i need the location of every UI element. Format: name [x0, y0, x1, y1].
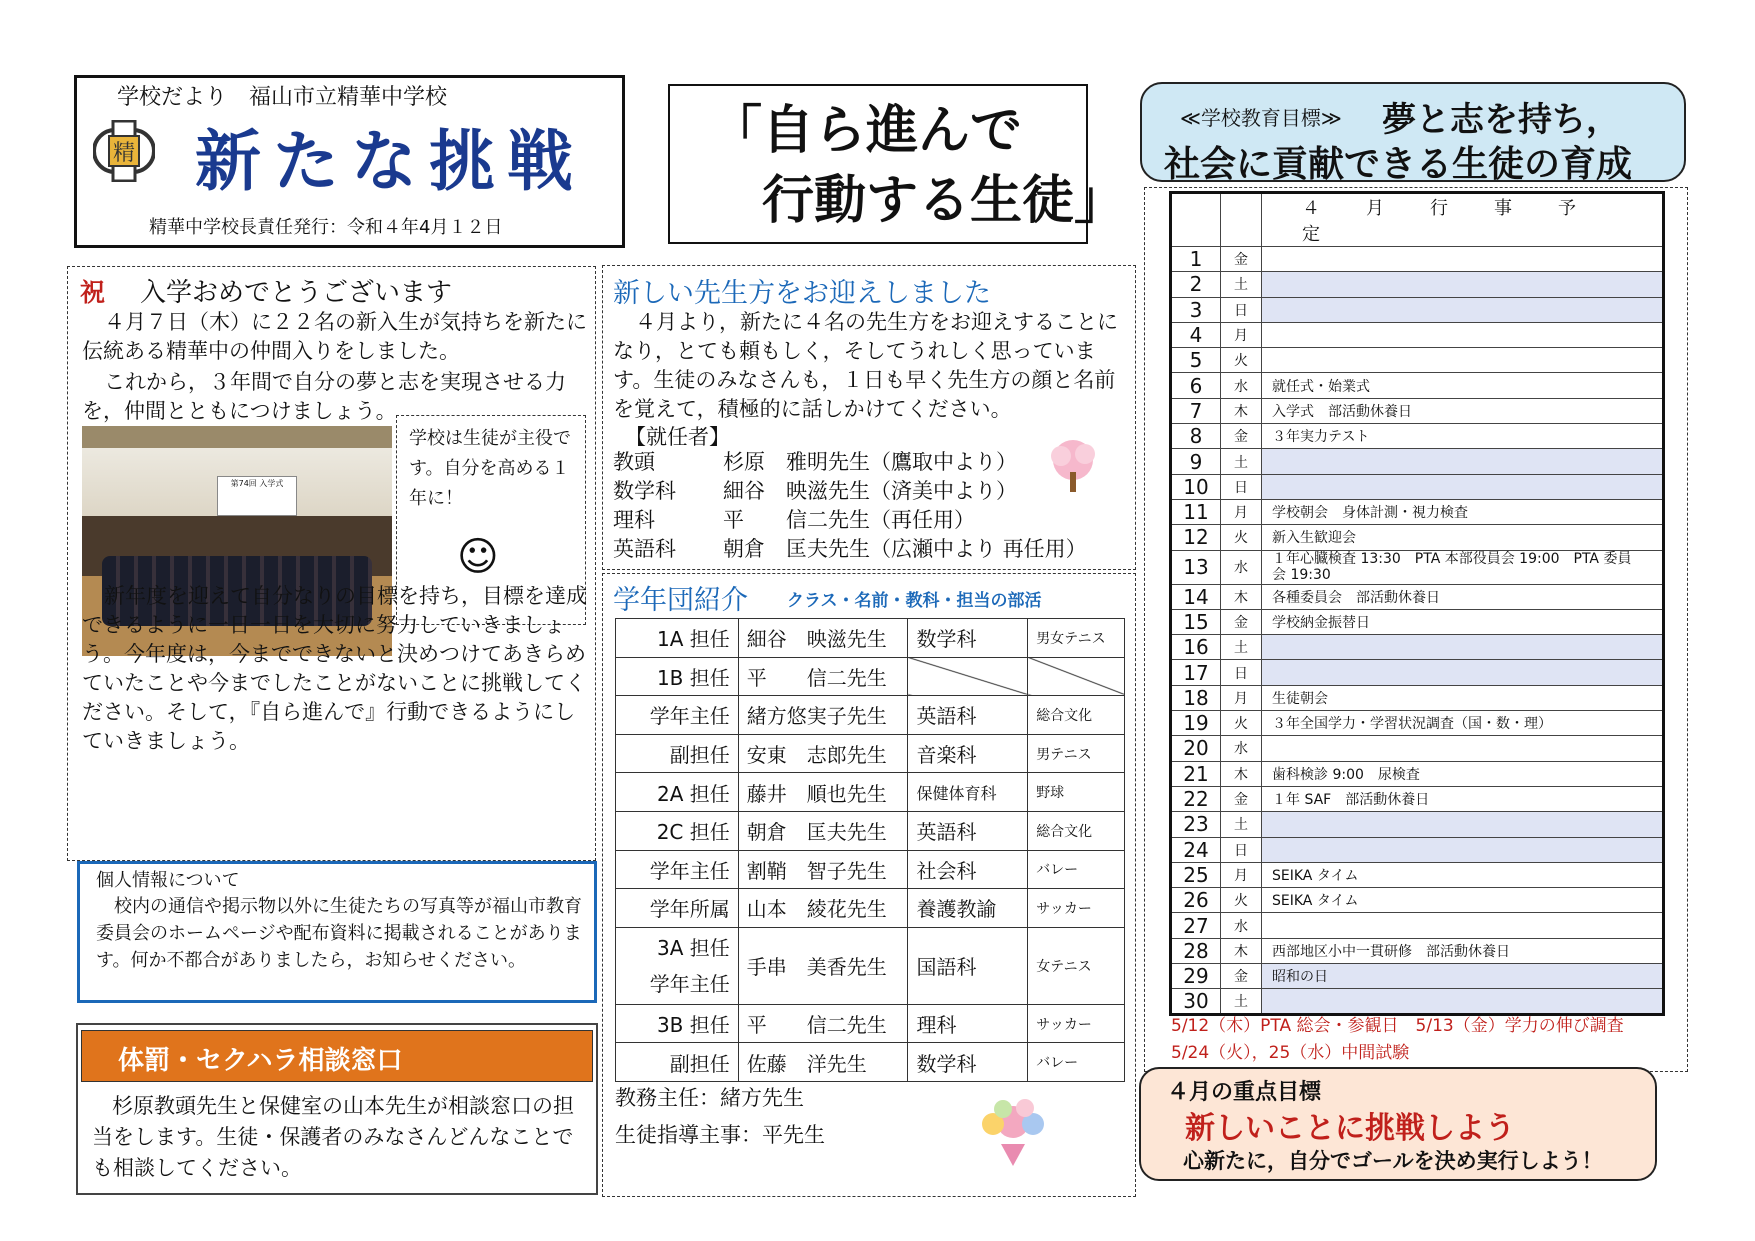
table-row: 学年所属 山本 綾花先生 養護教諭 サッカー — [616, 889, 1125, 928]
calendar-event — [1262, 913, 1664, 938]
slogan-text: 「自ら進んで 行動する生徒」 — [710, 101, 1127, 231]
calendar-event: 入学式 部活動休養日 — [1262, 398, 1664, 423]
slogan-box — [668, 84, 1127, 244]
calendar-date: 26 — [1171, 888, 1221, 913]
welcome-paragraph-2: これから，３年間で自分の夢と志を実現させる力を，仲間とともにつけましょう。 — [82, 370, 566, 423]
calendar-date: 17 — [1171, 660, 1221, 685]
calendar-date: 29 — [1171, 964, 1221, 989]
table-row: 3B 担任 平 信二先生 理科 サッカー — [616, 1004, 1125, 1043]
calendar-event: 学校納金振替日 — [1262, 609, 1664, 634]
school-logo-icon — [93, 120, 155, 182]
calendar-weekday: 火 — [1221, 348, 1262, 373]
calendar-date: 21 — [1171, 761, 1221, 786]
calendar-event — [1262, 660, 1664, 685]
calendar-row — [1171, 888, 1664, 913]
calendar-row — [1171, 474, 1664, 499]
calendar-row — [1171, 348, 1664, 373]
calendar-weekday: 火 — [1221, 711, 1262, 736]
calendar-date: 1 — [1171, 247, 1221, 272]
focus-main: 新しいことに挑戦しよう — [1185, 1111, 1515, 1146]
table-row: 1B 担任 平 信二先生 — [616, 657, 1125, 696]
calendar-weekday: 土 — [1221, 449, 1262, 474]
calendar-event: 西部地区小中一貫研修 部活動休養日 — [1262, 938, 1664, 963]
privacy-notice — [77, 861, 597, 1003]
calendar-weekday: 土 — [1221, 635, 1262, 660]
student-guidance-chief: 生徒指導主事：平先生 — [615, 1123, 825, 1147]
calendar-row — [1171, 322, 1664, 347]
calendar-weekday: 金 — [1221, 424, 1262, 449]
calendar-date: 24 — [1171, 837, 1221, 862]
april-calendar-section — [1144, 187, 1688, 1072]
grade-staff-table — [615, 618, 1125, 1082]
calendar-header-row — [1171, 193, 1664, 247]
welcome-section — [67, 266, 596, 861]
privacy-body: 校内の通信や掲示物以外に生徒たちの写真等が福山市教育委員会のホームページや配布資料に掲載されることがあります。何か不都合がありましたら，お知らせください。 — [96, 896, 582, 971]
celebration-mark: 祝 — [80, 278, 106, 307]
calendar-event — [1262, 635, 1664, 660]
calendar-date: 13 — [1171, 550, 1221, 584]
calendar-event — [1262, 837, 1664, 862]
calendar-row — [1171, 297, 1664, 322]
calendar-event: ３年全国学力・学習状況調査（国・数・理） — [1262, 711, 1664, 736]
calendar-row — [1171, 550, 1664, 584]
consultation-section — [76, 1023, 598, 1195]
goal-label: ≪学校教育目標≫ — [1180, 106, 1342, 130]
logo-char: 精 — [112, 141, 136, 166]
cheering-character-icon: ☺ — [457, 534, 499, 580]
calendar-date: 27 — [1171, 913, 1221, 938]
calendar-weekday: 日 — [1221, 660, 1262, 685]
calendar-row — [1171, 525, 1664, 550]
new-teachers-subheading: 【就任者】 — [625, 425, 730, 449]
calendar-weekday: 日 — [1221, 837, 1262, 862]
calendar-event — [1262, 449, 1664, 474]
calendar-date: 23 — [1171, 812, 1221, 837]
calendar-event — [1262, 812, 1664, 837]
table-row: 副担任 佐藤 洋先生 数学科 バレー — [616, 1043, 1125, 1082]
calendar-date: 15 — [1171, 609, 1221, 634]
calendar-weekday: 月 — [1221, 322, 1262, 347]
list-item — [613, 535, 1133, 564]
table-row: 学年主任 緒方悠実子先生 英語科 総合文化 — [616, 696, 1125, 735]
calendar-date: 10 — [1171, 474, 1221, 499]
teacher-role: 英語科 — [613, 537, 676, 561]
calendar-row — [1171, 609, 1664, 634]
table-row: 2C 担任 朝倉 匡夫先生 英語科 総合文化 — [616, 811, 1125, 850]
calendar-date: 4 — [1171, 322, 1221, 347]
calendar-row — [1171, 424, 1664, 449]
calendar-date: 6 — [1171, 373, 1221, 398]
calendar-event: SEIKA タイム — [1262, 862, 1664, 887]
consultation-title-bar — [81, 1030, 593, 1082]
calendar-row — [1171, 938, 1664, 963]
calendar-event: 各種委員会 部活動休養日 — [1262, 584, 1664, 609]
calendar-date: 8 — [1171, 424, 1221, 449]
issue-line: 精華中学校長責任発行：令和４年4月１２日 — [149, 217, 503, 238]
calendar-weekday: 日 — [1221, 297, 1262, 322]
calendar-weekday: 木 — [1221, 584, 1262, 609]
calendar-row — [1171, 812, 1664, 837]
calendar-row — [1171, 247, 1664, 272]
calendar-row — [1171, 711, 1664, 736]
focus-sub: 心新たに，自分でゴールを決め実行しよう！ — [1183, 1149, 1603, 1173]
calendar-row — [1171, 635, 1664, 660]
calendar-row — [1171, 761, 1664, 786]
calendar-row — [1171, 862, 1664, 887]
speech-note-text: 学校は生徒が主役です。自分を高める１年に！ — [409, 428, 571, 509]
table-row: 副担任 安東 志郎先生 音楽科 男テニス — [616, 734, 1125, 773]
calendar-event — [1262, 297, 1664, 322]
flower-bouquet-icon — [963, 1094, 1063, 1174]
goal-line2: 社会に貢献できる生徒の育成 — [1164, 144, 1633, 185]
calendar-event: 学校朝会 身体計測・視力検査 — [1262, 499, 1664, 524]
may-events-note-2: 5/24（火），25（水）中間試験 — [1171, 1043, 1410, 1063]
calendar-date: 22 — [1171, 786, 1221, 811]
teacher-name: 杉原 雅明先生（鷹取中より） — [723, 450, 1017, 474]
calendar-row — [1171, 272, 1664, 297]
school-name: 学校だより 福山市立精華中学校 — [117, 85, 448, 110]
calendar-row — [1171, 837, 1664, 862]
list-item — [613, 506, 1133, 535]
calendar-weekday: 火 — [1221, 888, 1262, 913]
welcome-paragraph-3: 新年度を迎えて自分なりの目標を持ち，目標を達成できるように一日一日を大切に努力していきましょう。今年度は，今までできないと決めつけてあきらめていたことや今までしたことがないことに挑戦してください。そして，『自ら進んで』行動できるようにしていきましょう。 — [82, 584, 587, 753]
calendar-date: 30 — [1171, 989, 1221, 1015]
calendar-row — [1171, 736, 1664, 761]
calendar-weekday: 金 — [1221, 786, 1262, 811]
calendar-weekday: 水 — [1221, 373, 1262, 398]
consultation-body: 杉原教頭先生と保健室の山本先生が相談窓口の担当をします。生徒・保護者のみなさんどんなことでも相談してください。 — [92, 1094, 574, 1180]
calendar-weekday: 木 — [1221, 761, 1262, 786]
goal-line1: 夢と志を持ち， — [1382, 100, 1620, 140]
new-teachers-section — [602, 265, 1136, 570]
calendar-weekday: 月 — [1221, 862, 1262, 887]
calendar-header: ４月行事予定 — [1262, 193, 1664, 247]
calendar-row — [1171, 449, 1664, 474]
calendar-weekday: 水 — [1221, 913, 1262, 938]
calendar-date: 19 — [1171, 711, 1221, 736]
calendar-weekday: 日 — [1221, 474, 1262, 499]
calendar-row — [1171, 373, 1664, 398]
calendar-date: 9 — [1171, 449, 1221, 474]
calendar-weekday: 土 — [1221, 812, 1262, 837]
calendar-event: 就任式・始業式 — [1262, 373, 1664, 398]
calendar-date: 16 — [1171, 635, 1221, 660]
calendar-row — [1171, 499, 1664, 524]
calendar-row — [1171, 398, 1664, 423]
teacher-role: 数学科 — [613, 479, 676, 503]
welcome-paragraph-1: ４月７日（木）に２２名の新入生が気持ちを新たに伝統ある精華中の仲間入りをしました。 — [82, 310, 587, 363]
calendar-weekday: 木 — [1221, 398, 1262, 423]
school-goal-box — [1140, 82, 1686, 185]
privacy-title: 個人情報について — [96, 870, 240, 891]
table-row: 学年主任 割鞘 智子先生 社会科 バレー — [616, 850, 1125, 889]
calendar-event: 生徒朝会 — [1262, 685, 1664, 710]
academic-affairs-chief: 教務主任：緒方先生 — [615, 1086, 804, 1110]
calendar-event: 新入生歓迎会 — [1262, 525, 1664, 550]
calendar-weekday: 月 — [1221, 499, 1262, 524]
table-row: 2A 担任 藤井 順也先生 保健体育科 野球 — [616, 773, 1125, 812]
calendar-weekday: 火 — [1221, 525, 1262, 550]
teacher-name: 朝倉 匡夫先生（広瀬中より 再任用） — [723, 537, 1087, 561]
calendar-weekday: 水 — [1221, 736, 1262, 761]
calendar-date: 14 — [1171, 584, 1221, 609]
calendar-row — [1171, 660, 1664, 685]
calendar-event: 歯科検診 9:00 尿検査 — [1262, 761, 1664, 786]
cherry-tree-icon — [1043, 436, 1103, 496]
april-calendar — [1169, 191, 1665, 1016]
calendar-date: 5 — [1171, 348, 1221, 373]
teacher-role: 理科 — [613, 508, 655, 532]
focus-label: ４月の重点目標 — [1167, 1080, 1322, 1105]
calendar-event: ３年実力テスト — [1262, 424, 1664, 449]
calendar-weekday: 金 — [1221, 609, 1262, 634]
calendar-date: 3 — [1171, 297, 1221, 322]
calendar-event — [1262, 474, 1664, 499]
table-row: 1A 担任 細谷 映滋先生 数学科 男女テニス — [616, 619, 1125, 658]
calendar-date: 25 — [1171, 862, 1221, 887]
calendar-weekday: 金 — [1221, 964, 1262, 989]
photo-banner: 第74回 入学式 — [217, 476, 297, 516]
grade-staff-section — [602, 573, 1136, 1197]
calendar-date: 7 — [1171, 398, 1221, 423]
calendar-event: SEIKA タイム — [1262, 888, 1664, 913]
calendar-event — [1262, 247, 1664, 272]
calendar-row — [1171, 913, 1664, 938]
calendar-weekday: 金 — [1221, 247, 1262, 272]
calendar-event: １年 SAF 部活動休養日 — [1262, 786, 1664, 811]
calendar-event — [1262, 736, 1664, 761]
calendar-weekday: 土 — [1221, 989, 1262, 1015]
calendar-row — [1171, 685, 1664, 710]
calendar-event: １年心臓検査 13:30 PTA 本部役員会 19:00 PTA 委員会 19:30 — [1262, 550, 1664, 584]
masthead — [74, 75, 625, 248]
teacher-role: 教頭 — [613, 450, 655, 474]
welcome-heading: 入学おめでとうございます — [140, 278, 453, 308]
new-teachers-heading: 新しい先生方をお迎えしました — [613, 278, 991, 309]
calendar-date: 20 — [1171, 736, 1221, 761]
calendar-row — [1171, 964, 1664, 989]
calendar-event — [1262, 348, 1664, 373]
calendar-date: 2 — [1171, 272, 1221, 297]
calendar-date: 18 — [1171, 685, 1221, 710]
calendar-event — [1262, 272, 1664, 297]
calendar-weekday: 木 — [1221, 938, 1262, 963]
monthly-focus-box — [1139, 1067, 1657, 1181]
consultation-title: 体罰・セクハラ相談窓口 — [118, 1046, 403, 1076]
table-row: 3A 担任 学年主任 手串 美香先生 国語科 女テニス — [616, 927, 1125, 1004]
newsletter-title: 新たな挑戦 — [195, 122, 585, 200]
calendar-event: 昭和の日 — [1262, 964, 1664, 989]
teacher-name: 細谷 映滋先生（済美中より） — [723, 479, 1017, 503]
calendar-event — [1262, 322, 1664, 347]
calendar-row — [1171, 786, 1664, 811]
calendar-weekday: 月 — [1221, 685, 1262, 710]
calendar-date: 12 — [1171, 525, 1221, 550]
calendar-weekday: 水 — [1221, 550, 1262, 584]
grade-staff-heading: 学年団紹介 — [613, 585, 748, 616]
calendar-row — [1171, 584, 1664, 609]
grade-staff-subheading: クラス・名前・教科・担当の部活 — [787, 591, 1042, 611]
teacher-name: 平 信二先生（再任用） — [723, 508, 975, 532]
calendar-date: 11 — [1171, 499, 1221, 524]
calendar-date: 28 — [1171, 938, 1221, 963]
calendar-weekday: 土 — [1221, 272, 1262, 297]
new-teachers-body: ４月より，新たに４名の先生方をお迎えすることになり，とても頼もしく，そしてうれしく思っています。生徒のみなさんも，１日も早く先生方の顔と名前を覚えて，積極的に話しかけてください。 — [613, 310, 1118, 421]
may-events-note-1: 5/12（木）PTA 総会・参観日 5/13（金）学力の伸び調査 — [1171, 1016, 1624, 1036]
